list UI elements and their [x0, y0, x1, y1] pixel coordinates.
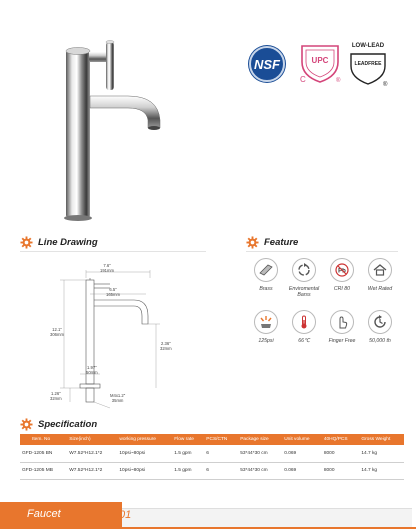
header-40hq-pcs: 40HQ/PCS: [322, 434, 360, 445]
header-pcs-ctn: PCS/CTN: [204, 434, 238, 445]
upc-logo-text: UPC: [311, 56, 329, 65]
header-working-pressure: working pressure: [117, 434, 172, 445]
dim-thread: [110, 394, 125, 404]
dim-top-width: [100, 264, 114, 274]
footer-page-number: 01: [119, 509, 132, 521]
dim-spout-reach: [106, 288, 120, 298]
line-drawing-divider: [20, 251, 206, 252]
cell-gross-weight: 14.7 kg: [359, 445, 404, 462]
footer-orange-tab: [0, 502, 122, 527]
feature-item-pressure: [246, 310, 286, 344]
dim-spout-height: [160, 342, 172, 352]
specification-table: [20, 434, 404, 480]
table-row: [20, 462, 404, 479]
feature-item-wet-rated: [360, 258, 400, 292]
gear-icon: [20, 418, 33, 431]
cell-working-pressure: 10psi~80psi: [117, 462, 172, 479]
upc-registered-mark: ®: [336, 78, 341, 84]
dim-deck-thickness: [50, 392, 62, 402]
feature-label: Enviromental Barss: [288, 286, 320, 299]
header-size: Size(inch): [67, 434, 117, 445]
thermometer-icon: [292, 310, 316, 334]
table-row: [20, 445, 404, 462]
feature-label: Wet Rated: [367, 286, 393, 292]
line-drawing-heading: [20, 236, 98, 249]
feature-divider: [246, 251, 398, 252]
feature-item-cri: [322, 258, 362, 292]
feature-item-environmental: [284, 258, 324, 298]
dim-deck-thickness-value: 1.26" 32mm: [50, 391, 62, 401]
table-header-row: [20, 434, 404, 445]
feature-label: Finger Free: [328, 338, 356, 344]
line-drawing-title: Line Drawing: [38, 237, 98, 248]
nsf-certification-logo: [249, 46, 285, 82]
recycle-icon: [292, 258, 316, 282]
feature-item-temperature: [284, 310, 324, 344]
header-item-no: Item. No: [20, 434, 67, 445]
upc-c-mark: C: [300, 75, 306, 84]
feature-item-finger-free: [322, 310, 362, 344]
header-gross-weight: Gross Weight: [359, 434, 404, 445]
low-lead-registered-mark: ®: [383, 82, 388, 88]
house-icon: [368, 258, 392, 282]
low-lead-badge-text: LEADFREE: [354, 61, 382, 67]
feature-label: 66℃: [298, 338, 310, 344]
cell-pcs-ctn: 6: [204, 445, 238, 462]
header-flow-rate: Flow rate: [172, 434, 204, 445]
dim-spout-reach-value: 6.5" 165mm: [106, 287, 120, 297]
cell-size: W7.52*H12.1*2: [67, 462, 117, 479]
cell-40hq-pcs: 8000: [322, 445, 360, 462]
footer-category-title: Faucet: [27, 508, 61, 520]
dim-top-width-value: 7.6" 191mm: [100, 263, 114, 273]
dim-base-diameter: [86, 366, 98, 376]
gear-icon: [246, 236, 259, 249]
no-lead-icon: [330, 258, 354, 282]
cell-pcs-ctn: 6: [204, 462, 238, 479]
cycle-icon: [368, 310, 392, 334]
page-footer: [0, 502, 416, 529]
dim-thread-value: M4x1.2" 35mm: [110, 393, 126, 403]
cell-gross-weight: 14.7 kg: [359, 462, 404, 479]
gear-icon: [20, 236, 33, 249]
dim-spout-height-value: 2.36" 32mm: [160, 341, 172, 351]
brass-bar-icon: [254, 258, 278, 282]
cell-package-size: 53*44*30 cm: [238, 462, 282, 479]
upc-certification-logo: [296, 42, 344, 84]
specification-title: Specification: [38, 419, 98, 430]
cell-working-pressure: 10psi~80psi: [117, 445, 172, 462]
feature-label: 125psi: [258, 338, 274, 344]
cell-40hq-pcs: 8000: [322, 462, 360, 479]
specification-heading: [20, 418, 97, 431]
header-package-size: Package size: [238, 434, 282, 445]
feature-label: 50,000 th: [369, 338, 391, 344]
footer-gray-band: [122, 508, 412, 527]
cell-item-no: GFD-1205 BN: [20, 445, 67, 462]
nsf-logo-text: NSF: [254, 56, 280, 72]
feature-item-brass: [246, 258, 286, 292]
low-lead-certification-logo: [347, 44, 389, 88]
finger-icon: [330, 310, 354, 334]
pressure-icon: [254, 310, 278, 334]
feature-label: CRI 80: [333, 286, 351, 292]
cell-unit-volume: 0.069: [282, 462, 322, 479]
feature-title: Feature: [264, 237, 299, 248]
header-unit-volume: Unit volume: [282, 434, 322, 445]
faucet-product-photo: [40, 36, 180, 222]
cell-flow-rate: 1.5 gpm: [172, 462, 204, 479]
feature-heading: [246, 236, 298, 249]
dim-total-height: [50, 328, 64, 338]
line-drawing-diagram: [24, 258, 214, 418]
dim-base-diameter-value: 1.97" 50mm: [86, 365, 98, 375]
cell-package-size: 53*44*30 cm: [238, 445, 282, 462]
svg-text:Pb: Pb: [338, 268, 346, 275]
cell-size: W7.52*H12.1*2: [67, 445, 117, 462]
low-lead-badge-icon: [347, 52, 389, 88]
cell-flow-rate: 1.5 gpm: [172, 445, 204, 462]
cell-unit-volume: 0.069: [282, 445, 322, 462]
feature-item-cycles: [360, 310, 400, 344]
dim-total-height-value: 12.1" 306mm: [50, 327, 64, 337]
feature-label: Brass: [259, 286, 273, 292]
low-lead-title: LOW-LEAD: [351, 43, 385, 49]
cell-item-no: GFD-1205 MB: [20, 462, 67, 479]
